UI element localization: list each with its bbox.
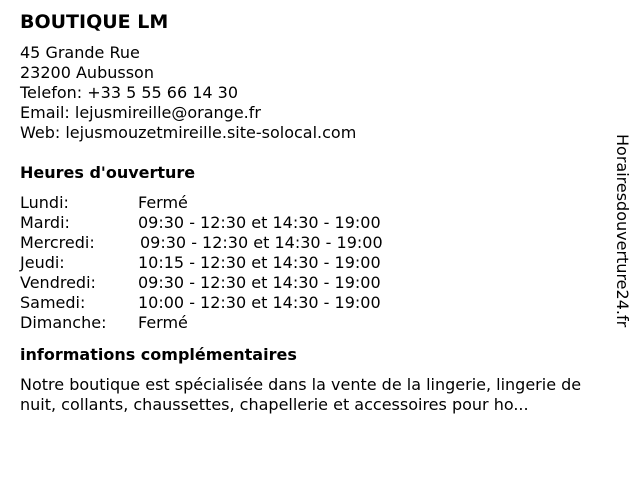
street-address: 45 Grande Rue (20, 43, 140, 62)
hours-row-thursday (20, 253, 610, 273)
day-hours: 09:30 - 12:30 et 14:30 - 19:00 (138, 213, 381, 232)
hours-row-saturday (20, 293, 610, 313)
day-hours: 09:30 - 12:30 et 14:30 - 19:00 (138, 273, 381, 292)
day-hours: 10:00 - 12:30 et 14:30 - 19:00 (138, 293, 381, 312)
city-postcode: 23200 Aubusson (20, 63, 154, 82)
business-card (20, 10, 610, 415)
day-label: Jeudi: (20, 253, 65, 272)
hours-row-tuesday (20, 213, 610, 233)
day-label: Dimanche: (20, 313, 107, 332)
day-label: Mercredi: (20, 233, 95, 252)
hours-row-friday (20, 273, 610, 293)
day-label: Samedi: (20, 293, 86, 312)
day-label: Mardi: (20, 213, 70, 232)
phone-line: Telefon: +33 5 55 66 14 30 (20, 83, 239, 102)
hours-row-sunday (20, 313, 610, 333)
hours-row-wednesday (20, 233, 610, 253)
day-label: Lundi: (20, 193, 69, 212)
day-hours: Fermé (138, 313, 188, 332)
day-hours: 09:30 - 12:30 et 14:30 - 19:00 (140, 233, 383, 252)
site-watermark: Horairesdouverture24.fr (613, 134, 632, 328)
day-label: Vendredi: (20, 273, 96, 292)
opening-hours-table (20, 193, 610, 333)
additional-info-text: Notre boutique est spécialisée dans la vente de la lingerie, lingerie de nuit, collants, chaussettes, chapellerie et accessoires pour ho... (20, 375, 582, 414)
business-name: BOUTIQUE LM (20, 11, 169, 33)
hours-row-monday (20, 193, 610, 213)
opening-hours-title: Heures d'ouverture (20, 163, 196, 182)
day-hours: Fermé (138, 193, 188, 212)
website-line: Web: lejusmouzetmireille.site-solocal.com (20, 123, 357, 142)
additional-info-title: informations complémentaires (20, 345, 297, 364)
email-line: Email: lejusmireille@orange.fr (20, 103, 261, 122)
day-hours: 10:15 - 12:30 et 14:30 - 19:00 (138, 253, 381, 272)
